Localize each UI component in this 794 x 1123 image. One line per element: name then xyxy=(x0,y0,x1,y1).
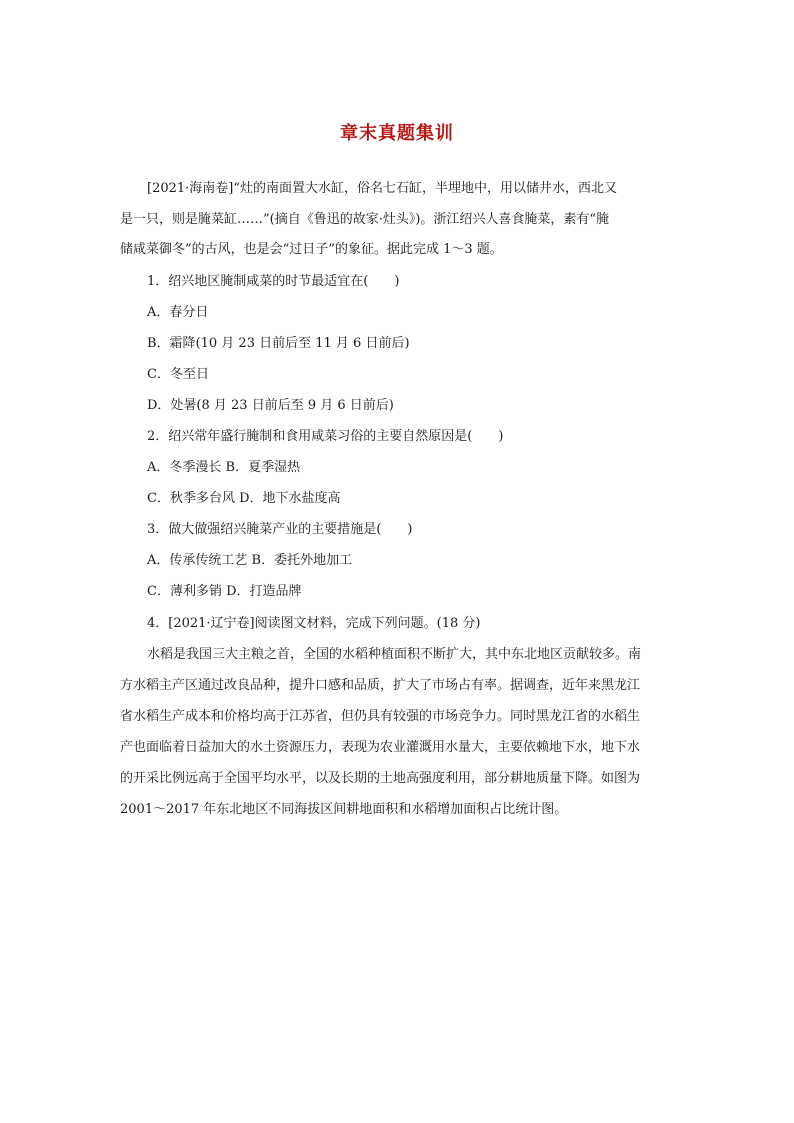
question-1-option-c: C．冬至日 xyxy=(147,367,209,382)
question-4-para-line-1: 水稻是我国三大主粮之首，全国的水稻种植面积不断扩大，其中东北地区贡献较多。南 xyxy=(147,647,642,662)
question-2-stem: 2．绍兴常年盛行腌制和食用咸菜习俗的主要自然原因是( ) xyxy=(147,429,504,444)
page-title: 章末真题集训 xyxy=(340,123,454,144)
question-3-options-ab: A．传承传统工艺 B．委托外地加工 xyxy=(147,553,353,568)
intro-line-2: 是一只，则是腌菜缸……”(摘自《鲁迅的故家·灶头》)。浙江绍兴人喜食腌菜，素有“腌 xyxy=(120,212,610,227)
question-4-para-line-4: 产也面临着日益加大的水土资源压力，表现为农业灌溉用水量大，主要依赖地下水，地下水 xyxy=(120,740,641,755)
question-4-para-line-5: 的开采比例远高于全国平均水平，以及长期的土地高强度利用，部分耕地质量下降。如图为 xyxy=(120,771,641,786)
intro-line-3: 储咸菜御冬”的古风，也是会“过日子”的象征。据此完成 1～3 题。 xyxy=(120,242,503,257)
question-1-option-a: A．春分日 xyxy=(147,305,209,320)
question-2-options-cd: C．秋季多台风 D．地下水盐度高 xyxy=(147,491,341,506)
question-1-stem: 1．绍兴地区腌制咸菜的时节最适宜在( ) xyxy=(147,274,400,289)
question-4-para-line-2: 方水稻主产区通过改良品种，提升口感和品质，扩大了市场占有率。据调查，近年来黑龙江 xyxy=(120,678,641,693)
question-2-options-ab: A．冬季漫长 B．夏季湿热 xyxy=(147,460,301,475)
question-3-stem: 3．做大做强绍兴腌菜产业的主要措施是( ) xyxy=(147,522,413,537)
intro-line-1: [2021·海南卷]“灶的南面置大水缸，俗名七石缸，半埋地中，用以储井水，西北又 xyxy=(147,181,618,196)
question-4-para-line-6: 2001～2017 年东北地区不同海拔区间耕地面积和水稻增加面积占比统计图。 xyxy=(120,802,568,817)
question-1-option-b: B．霜降(10 月 23 日前后至 11 月 6 日前后) xyxy=(147,336,410,351)
question-3-options-cd: C．薄利多销 D．打造品牌 xyxy=(147,584,302,599)
question-4-stem: 4．[2021·辽宁卷]阅读图文材料，完成下列问题。(18 分) xyxy=(147,616,481,631)
question-4-para-line-3: 省水稻生产成本和价格均高于江苏省，但仍具有较强的市场竞争力。同时黑龙江省的水稻生 xyxy=(120,709,641,724)
question-1-option-d: D．处暑(8 月 23 日前后至 9 月 6 日前后) xyxy=(147,398,394,413)
